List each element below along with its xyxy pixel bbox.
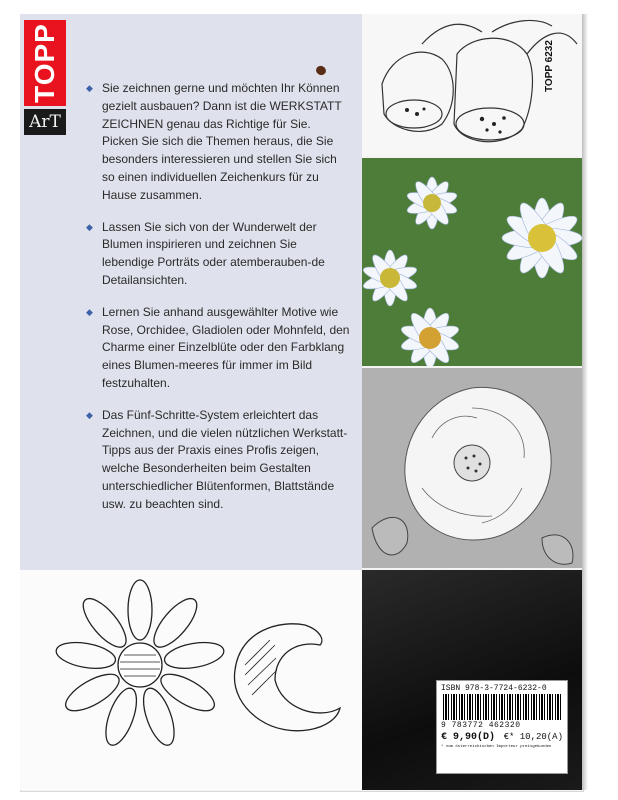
feature-item: ◆ Lassen Sie sich von der Wunderwelt der Blumen inspirieren und zeichnen Sie lebendige Porträts oder atemberauben-de Detailansichten.: [88, 219, 350, 290]
barcode-label: [436, 680, 568, 774]
rose-sketch: [362, 368, 582, 568]
logo-art-text: ArT: [24, 109, 66, 135]
publisher-logo: [24, 20, 66, 135]
bottom-sketches: [20, 570, 362, 790]
price-row: [441, 732, 563, 743]
logo-topp-text: TOPP: [29, 23, 60, 103]
spine-edge: [582, 14, 588, 790]
feature-item: ◆ Das Fünf-Schritte-System erleichtert das Zeichnen, und die vielen nützlichen Werkstatt-Tipps aus der Praxis eines Profis zeigen, welche Besonderheiten beim Gestalten unterschiedlicher Blütenformen, Blattstände usw. zu beachten sind.: [88, 407, 350, 514]
product-code: TOPP 6232: [544, 40, 555, 92]
price-footnote: * vom österreichischen Importeur preisgebunden: [441, 745, 552, 749]
rose-drawing: [362, 368, 582, 568]
feature-item: ◆ Lernen Sie anhand ausgewählter Motive wie Rose, Orchidee, Gladiolen oder Mohnfeld, den Charme einer Einzelblüte oder den Farbklang eines Blumen-meeres für immer im Bild festzuhalten.: [88, 304, 350, 393]
isbn-text: ISBN 978-3-7724-6232-0: [441, 684, 547, 693]
feature-item: ◆ Sie zeichnen gerne und möchten Ihr Können gezielt ausbauen? Dann ist die WERKSTATT ZEICHNEN genau das Richtige für Sie. Picken Sie sich die Themen heraus, die Sie besonders interessieren und stellen Sie sich so einen individuellen Zeichenkurs für zu Hause zusammen.: [88, 80, 350, 205]
price-austria: €* 10,20(A): [503, 732, 563, 742]
logo-topp-block: [24, 20, 66, 106]
barcode-bars: [443, 694, 561, 720]
barcode-number: 9 783772 462320: [441, 721, 521, 730]
daisy-painting: [362, 158, 582, 366]
flower-line-drawing: [20, 570, 362, 790]
feature-list: [88, 80, 350, 528]
daisy-drawing: [362, 158, 582, 366]
price-germany: € 9,90(D): [441, 732, 496, 743]
